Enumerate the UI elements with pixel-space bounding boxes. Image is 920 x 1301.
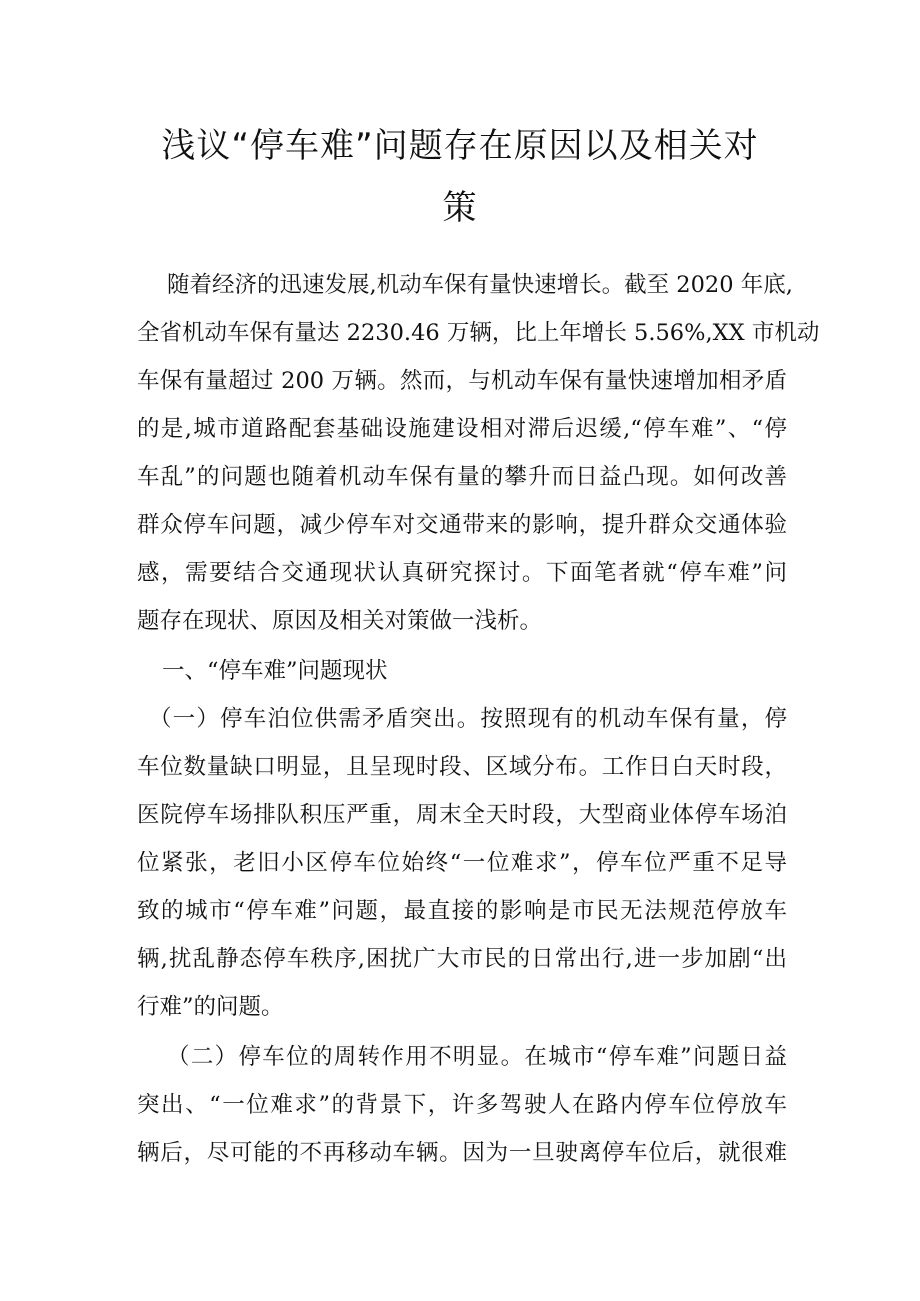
intro-line-1: 随着经济的迅速发展,机动车保有量快速增长。截至 2020 年底, [167,272,793,298]
para1-line-1: （一）停车泊位供需矛盾突出。按照现有的机动车保有量，停 [149,706,787,732]
para1-line-4: 位紧张，老旧小区停车位始终“一位难求”，停车位严重不足导 [137,850,787,876]
para1-line-5: 致的城市“停车难”问题，最直接的影响是市民无法规范停放车 [137,898,787,924]
para2-line-3: 辆后，尽可能的不再移动车辆。因为一旦驶离停车位后，就很难 [137,1140,787,1166]
intro-line-2: 全省机动车保有量达 2230.46 万辆，比上年增长 5.56%,XX 市机动 [137,320,820,346]
intro-line-6: 群众停车问题，减少停车对交通带来的影响，提升群众交通体验 [137,512,787,538]
section-heading-1: 一、“停车难”问题现状 [162,658,388,684]
para2-line-1: （二）停车位的周转作用不明显。在城市“停车难”问题日益 [167,1044,787,1070]
intro-line-8: 题存在现状、原因及相关对策做一浅析。 [137,608,543,634]
intro-line-7: 感，需要结合交通现状认真研究探讨。下面笔者就“停车难”问 [137,560,787,586]
para1-line-2: 车位数量缺口明显，且呈现时段、区域分布。工作日白天时段， [137,754,787,780]
document-title-line-1: 浅议“停车难”问题存在原因以及相关对 [161,126,759,166]
document-title-line-2: 策 [442,188,478,228]
para2-line-2: 突出、“一位难求”的背景下，许多驾驶人在路内停车位停放车 [137,1092,787,1118]
intro-line-4: 的是,城市道路配套基础设施建设相对滞后迟缓,“停车难”、“停 [137,416,787,442]
intro-line-3: 车保有量超过 200 万辆。然而，与机动车保有量快速增加相矛盾 [137,368,787,394]
para1-line-6: 辆,扰乱静态停车秩序,困扰广大市民的日常出行,进一步加剧“出 [137,946,787,972]
para1-line-3: 医院停车场排队积压严重，周末全天时段，大型商业体停车场泊 [137,802,787,828]
intro-line-5: 车乱”的问题也随着机动车保有量的攀升而日益凸现。如何改善 [137,464,787,490]
para1-line-7: 行难”的问题。 [137,994,284,1020]
